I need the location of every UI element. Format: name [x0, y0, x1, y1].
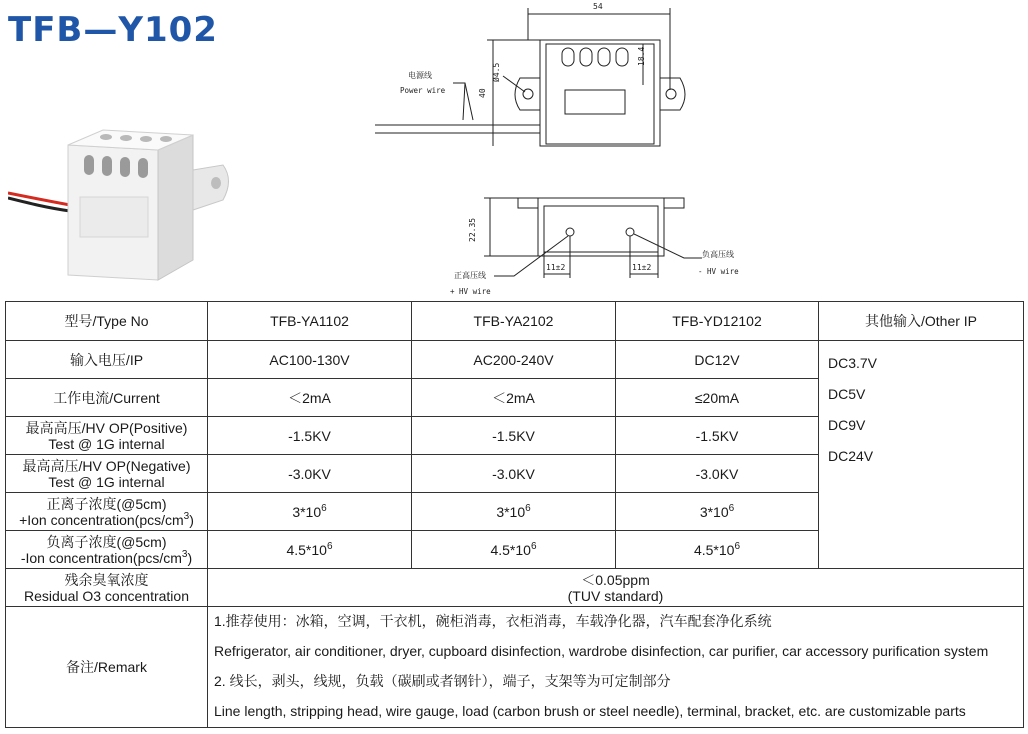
other-ip-item: DC24V [828, 448, 874, 464]
neg-ion-label-line1: 负离子浓度(@5cm) [46, 533, 167, 550]
pos-ion-label [6, 493, 208, 531]
side-view-drawing [440, 188, 750, 300]
remark-content [208, 607, 1024, 728]
hv-negative-value: -3.0KV [616, 455, 819, 493]
hole-dimension: Ø4.5 [492, 62, 501, 82]
pos-ion-label-line2: +Ion $concentration(pcs/cm^3)$ [19, 510, 194, 528]
table-row [6, 607, 1024, 728]
ozone-value-line1: ＜0.05ppm [581, 571, 650, 588]
other-ip-item: DC9V [828, 417, 866, 433]
pos-ion-value: $3*10^6$ [208, 493, 412, 531]
neg-ion-label [6, 531, 208, 569]
neg-ion-value: $4.5*10^6$ [616, 531, 819, 569]
voltage-value: DC12V [616, 341, 819, 379]
model-header: TFB-YA2102 [412, 302, 616, 341]
hv-negative-label [6, 455, 208, 493]
tolerance-left: 11±2 [546, 263, 566, 272]
height-dimension: 40 [478, 88, 487, 98]
voltage-label: 输入电压/IP [6, 341, 208, 379]
pos-ion-value: $3*10^6$ [616, 493, 819, 531]
remark-line: 1.推荐使用：冰箱，空调，干衣机，碗柜消毒，衣柜消毒，车载净化器，汽车配套净化系统 [214, 613, 772, 629]
power-wire-label-en: Power wire [400, 86, 446, 95]
model-header: TFB-YA1102 [208, 302, 412, 341]
top-view-drawing [375, 0, 705, 150]
ozone-value [208, 569, 1024, 607]
neg-ion-value: $4.5*10^6$ [208, 531, 412, 569]
hv-positive-value: -1.5KV [208, 417, 412, 455]
neg-ion-value: $4.5*10^6$ [412, 531, 616, 569]
table-header-row [6, 302, 1024, 341]
current-label: 工作电流/Current [6, 379, 208, 417]
small-dimension: 18.4 [637, 46, 646, 66]
hv-positive-value: -1.5KV [412, 417, 616, 455]
remark-line: Line length, stripping head, wire gauge, load (carbon brush or steel needle), terminal, bracket, etc. are customizable parts [214, 703, 966, 719]
current-value: ＜2mA [412, 379, 616, 417]
pos-hv-label-en: + HV wire [450, 287, 491, 296]
neg-hv-label-en: - HV wire [698, 267, 739, 276]
hv-negative-label-line2: Test @ 1G internal [48, 473, 165, 490]
hv-negative-value: -3.0KV [208, 455, 412, 493]
product-title: TFB—Y102 [8, 10, 218, 50]
voltage-value: AC200-240V [412, 341, 616, 379]
hv-positive-label [6, 417, 208, 455]
pos-ion-value: $3*10^6$ [412, 493, 616, 531]
remark-line: Refrigerator, air conditioner, dryer, cupboard disinfection, wardrobe disinfection, car purifier, car accessory purification system [214, 643, 989, 659]
type-no-header: 型号/Type No [6, 302, 208, 341]
hv-negative-value: -3.0KV [412, 455, 616, 493]
current-value: ≤20mA [616, 379, 819, 417]
hv-positive-label-line1: 最高高压/HV OP(Positive) [25, 419, 188, 436]
ozone-value-line2: (TUV standard) [567, 587, 664, 604]
width-dimension: 54 [593, 2, 603, 11]
other-ip-item: DC5V [828, 386, 866, 402]
pos-ion-label-line1: 正离子浓度(@5cm) [46, 495, 167, 512]
depth-dimension: 22.35 [468, 217, 477, 242]
table-row [6, 569, 1024, 607]
other-ip-list [819, 341, 1024, 569]
pos-hv-label-cn: 正高压线 [454, 271, 486, 280]
ozone-label [6, 569, 208, 607]
other-ip-header: 其他输入/Other IP [819, 302, 1024, 341]
power-wire-label-cn: 电源线 [408, 71, 432, 80]
remark-line: 2. 线长，剥头，线规，负载（碳刷或者钢针），端子，支架等为可定制部分 [214, 673, 671, 689]
spec-table [5, 301, 1024, 728]
hv-negative-label-line1: 最高高压/HV OP(Negative) [22, 457, 191, 474]
neg-ion-label-line2: -Ion $concentration(pcs/cm^3)$ [20, 548, 193, 566]
other-ip-item: DC3.7V [828, 355, 878, 371]
hv-positive-value: -1.5KV [616, 417, 819, 455]
product-photo [8, 125, 238, 285]
neg-hv-label-cn: 负高压线 [702, 250, 734, 259]
ozone-label-line1: 残余臭氧浓度 [64, 571, 149, 588]
table-row [6, 341, 1024, 379]
hv-positive-label-line2: Test @ 1G internal [48, 435, 165, 452]
remark-label: 备注/Remark [6, 607, 208, 728]
current-value: ＜2mA [208, 379, 412, 417]
ozone-label-line2: Residual O3 concentration [24, 587, 189, 604]
model-header: TFB-YD12102 [616, 302, 819, 341]
tolerance-right: 11±2 [632, 263, 652, 272]
voltage-value: AC100-130V [208, 341, 412, 379]
